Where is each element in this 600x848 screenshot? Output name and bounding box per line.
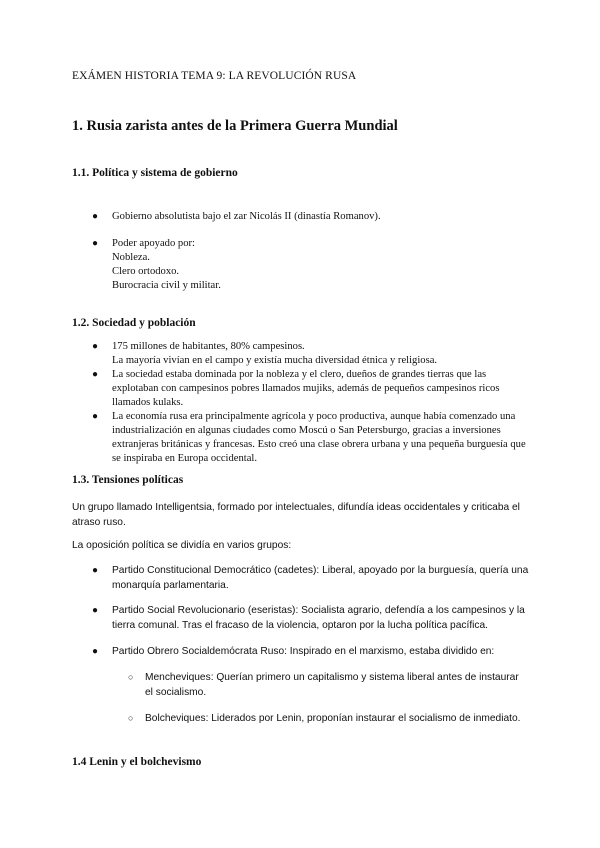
list-item-text: Partido Constitucional Democrático (cadetes): Liberal, apoyado por la burguesía, quería una monarquía parlamentaria.	[112, 565, 529, 591]
section-heading-1-3: 1.3. Tensiones políticas	[72, 474, 184, 486]
list-item-text: La sociedad estaba dominada por la nobleza y el clero, dueños de grandes tierras que las explotaban con campesinos pobres llamados mujiks, además de pequeños campesinos ricos llamados kulaks.	[112, 369, 500, 408]
list-1-3-item-1	[92, 563, 532, 593]
bullet-icon: ●	[92, 341, 99, 352]
list-item-text: Poder apoyado por:	[112, 238, 195, 249]
document-title: EXÁMEN HISTORIA TEMA 9: LA REVOLUCIÓN RUSA	[72, 70, 357, 82]
list-1-1-b	[92, 237, 532, 293]
list-item-text: 175 millones de habitantes, 80% campesinos.	[112, 341, 305, 352]
list-item	[92, 644, 532, 659]
list-item	[92, 237, 532, 293]
list-item	[92, 210, 532, 224]
list-item-text: La economía rusa era principalmente agrícola y poco productiva, aunque había comenzado una industrialización en algunas ciudades como Moscú o San Petersburgo, gracias a inversiones extranjeras británicas y francesas. Esto creó una clase obrera urbana y una pequeña burguesía que se inspiraba en Europa occidental.	[112, 411, 526, 464]
bullet-icon: ●	[92, 565, 99, 576]
list-item	[92, 340, 532, 368]
list-item-line: Nobleza.	[112, 252, 150, 263]
bullet-icon: ●	[92, 646, 99, 657]
sub-list-item	[128, 670, 528, 700]
list-item-text: Gobierno absolutista bajo el zar Nicolás II (dinastía Romanov).	[112, 211, 381, 222]
section-heading-1-4: 1.4 Lenin y el bolchevismo	[72, 756, 202, 768]
list-item-text: Partido Obrero Socialdemócrata Ruso: Inspirado en el marxismo, estaba dividido en:	[112, 646, 495, 657]
paragraph: Un grupo llamado Intelligentsia, formado por intelectuales, difundía ideas occidentales y criticaba el atraso ruso.	[72, 502, 520, 528]
list-item	[92, 563, 532, 593]
section-heading-1-1: 1.1. Política y sistema de gobierno	[72, 167, 238, 179]
list-1-3-item-2	[92, 603, 532, 633]
bullet-icon: ●	[92, 411, 99, 422]
bullet-icon: ●	[92, 369, 99, 380]
sublist-1-3-item-2	[128, 711, 528, 726]
list-item	[92, 410, 532, 466]
paragraph: La oposición política se dividía en varios grupos:	[72, 540, 292, 551]
list-item	[92, 368, 532, 410]
list-1-3-item-3	[92, 644, 532, 659]
list-item-line: Clero ortodoxo.	[112, 266, 180, 277]
sublist-1-3-item-1	[128, 670, 528, 700]
bullet-icon: ●	[92, 605, 99, 616]
bullet-icon: ●	[92, 211, 99, 222]
list-1-1	[92, 210, 532, 224]
sub-list-item-text: Bolcheviques: Liderados por Lenin, proponían instaurar el socialismo de inmediato.	[145, 713, 521, 724]
section-heading-1: 1. Rusia zarista antes de la Primera Guerra Mundial	[72, 118, 398, 134]
list-1-2	[92, 340, 532, 466]
list-item-text-continued: La mayoría vivían en el campo y existía mucha diversidad étnica y religiosa.	[112, 355, 438, 366]
section-heading-1-2: 1.2. Sociedad y población	[72, 317, 196, 329]
hollow-bullet-icon: ○	[128, 713, 134, 723]
list-item	[92, 603, 532, 633]
sub-list-item	[128, 711, 528, 726]
hollow-bullet-icon: ○	[128, 672, 134, 682]
sub-list-item-text: Mencheviques: Querían primero un capitalismo y sistema liberal antes de instaurar el socialismo.	[145, 672, 519, 698]
list-item-text: Partido Social Revolucionario (eseristas): Socialista agrario, defendía a los campesinos y la tierra comunal. Tras el fracaso de la violencia, optaron por la lucha política pacífica.	[112, 605, 525, 631]
bullet-icon: ●	[92, 238, 99, 249]
list-item-line: Burocracia civil y militar.	[112, 280, 221, 291]
